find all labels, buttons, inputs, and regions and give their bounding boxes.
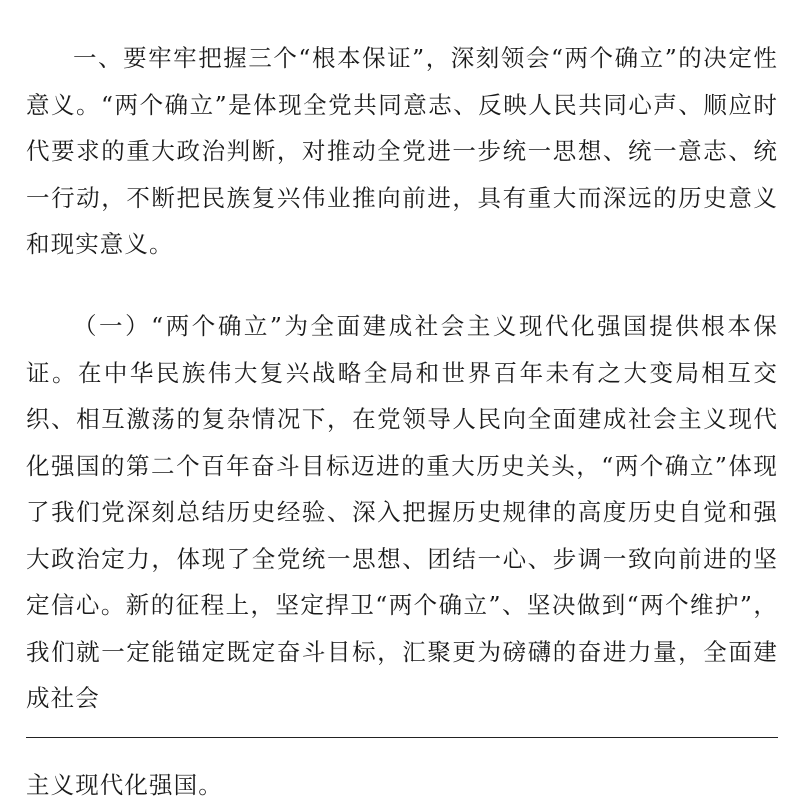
paragraph-2-continuation: 主义现代化强国。 (26, 771, 223, 799)
page-break-rule (26, 737, 778, 738)
paragraph-1: 一、要牢牢把握三个“根本保证”，深刻领会“两个确立”的决定性意义。“两个确立”是体现全党共同意志、反映人民共同心声、顺应时代要求的重大政治判断，对推动全党进一步统一思想、统一意志、统一行动，不断把民族复兴伟业推向前进，具有重大而深远的历史意义和现实意义。 (26, 44, 778, 258)
paragraph-2: （一）“两个确立”为全面建成社会主义现代化强国提供根本保证。在中华民族伟大复兴战略全局和世界百年未有之大变局相互交织、相互激荡的复杂情况下，在党领导人民向全面建成社会主义现代化强国的第二个百年奋斗目标迈进的重大历史关头，“两个确立”体现了我们党深刻总结历史经验、深入把握历史规律的高度历史自觉和强大政治定力，体现了全党统一思想、团结一心、步调一致向前进的坚定信心。新的征程上，坚定捍卫“两个确立”、坚决做到“两个维护”，我们就一定能锚定既定奋斗目标，汇聚更为磅礴的奋进力量，全面建成社会 (26, 312, 778, 712)
